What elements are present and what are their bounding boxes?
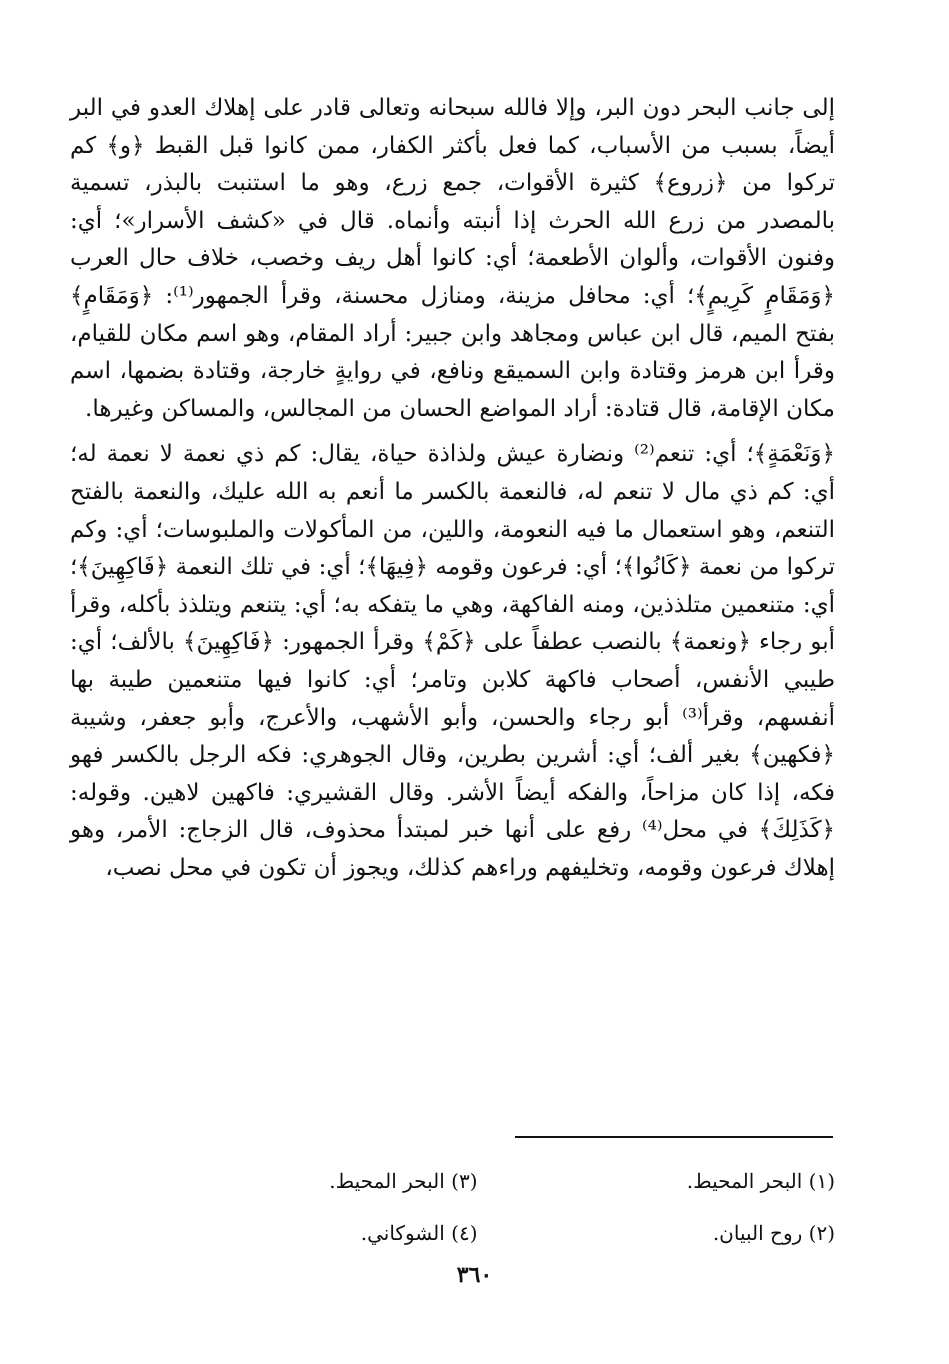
main-text (70, 90, 835, 887)
footnote-4: (٤) الشوكاني. (360, 1221, 478, 1245)
footnote-2: (٢) روح البيان. (712, 1221, 835, 1245)
footnote-separator (515, 1136, 833, 1138)
footnote-1: (١) البحر المحيط. (686, 1169, 835, 1193)
footnote-row (120, 1207, 835, 1259)
footnote-row (120, 1155, 835, 1207)
footnotes (120, 1155, 835, 1259)
page-number: ٣٦٠ (456, 1262, 493, 1288)
paragraph: ﴿وَنَعْمَةٍ﴾؛ أي: تنعم⁽²⁾ ونضارة عيش ولذاذة حياة، يقال: كم ذي نعمة لا نعمة له؛ أي: كم ذي مال لا تنعم له، فالنعمة بالكسر ما أنعم به الله عليك، والنعمة بالفتح التنعم، وهو استعمال ما فيه النعومة، واللين، من المأكولات والملبوسات؛ أي: وكم تركوا من نعمة ﴿كَانُوا﴾؛ أي: فرعون وقومه ﴿فِيهَا﴾؛ أي: في تلك النعمة ﴿فَاكِهِينَ﴾؛ أي: متنعمين متلذذين، ومنه الفاكهة، وهي ما يتفكه به؛ أي: يتنعم ويتلذذ بأكله، وقرأ أبو رجاء ﴿ونعمة﴾ بالنصب عطفاً على ﴿كَمْ﴾ وقرأ الجمهور: ﴿فَاكِهِينَ﴾ بالألف؛ أي: طيبي الأنفس، أصحاب فاكهة كلابن وتامر؛ أي: كانوا فيها متنعمين طيبة بها أنفسهم، وقرأ⁽³⁾ أبو رجاء والحسن، وأبو الأشهب، والأعرج، وأبو جعفر، وشيبة ﴿فكهين﴾ بغير ألف؛ أي: أشرين بطرين، وقال الجوهري: فكه الرجل بالكسر فهو فكه، إذا كان مزاحاً، والفكه أيضاً الأشر. وقال القشيري: فاكهين لاهين. وقوله: ﴿كَذَلِكَ﴾ في محل⁽⁴⁾ رفع على أنها خبر لمبتدأ محذوف، قال الزجاج: الأمر، وهو إهلاك فرعون وقومه، وتخليفهم وراءهم كذلك، ويجوز أن تكون في محل نصب، (70, 441, 835, 881)
footnote-3: (٣) البحر المحيط. (329, 1169, 478, 1193)
paragraph: إلى جانب البحر دون البر، وإلا فالله سبحانه وتعالى قادر على إهلاك العدو في البر أيضاً، بسبب من الأسباب، كما فعل بأكثر الكفار، ممن كانوا قبل القبط ﴿و﴾ كم تركوا من ﴿زروع﴾ كثيرة الأقوات، جمع زرع، وهو ما استنبت بالبذر، تسمية بالمصدر من زرع الله الحرث إذا أنبته وأنماه. قال في «كشف الأسرار»؛ أي: وفنون الأقوات، وألوان الأطعمة؛ أي: كانوا أهل ريف وخصب، خلاف حال العرب ﴿وَمَقَامٍ كَرِيمٍ﴾؛ أي: محافل مزينة، ومنازل محسنة، وقرأ الجمهور⁽¹⁾: ﴿وَمَقَامٍ﴾ بفتح الميم، قال ابن عباس ومجاهد وابن جبير: أراد المقام، وهو اسم مكان للقيام، وقرأ ابن هرمز وقتادة وابن السميقع ونافع، في روايةٍ خارجة، وقتادة بضمها، اسم مكان الإقامة، قال قتادة: أراد المواضع الحسان من المجالس، والمساكن وغيرها. (70, 95, 835, 422)
